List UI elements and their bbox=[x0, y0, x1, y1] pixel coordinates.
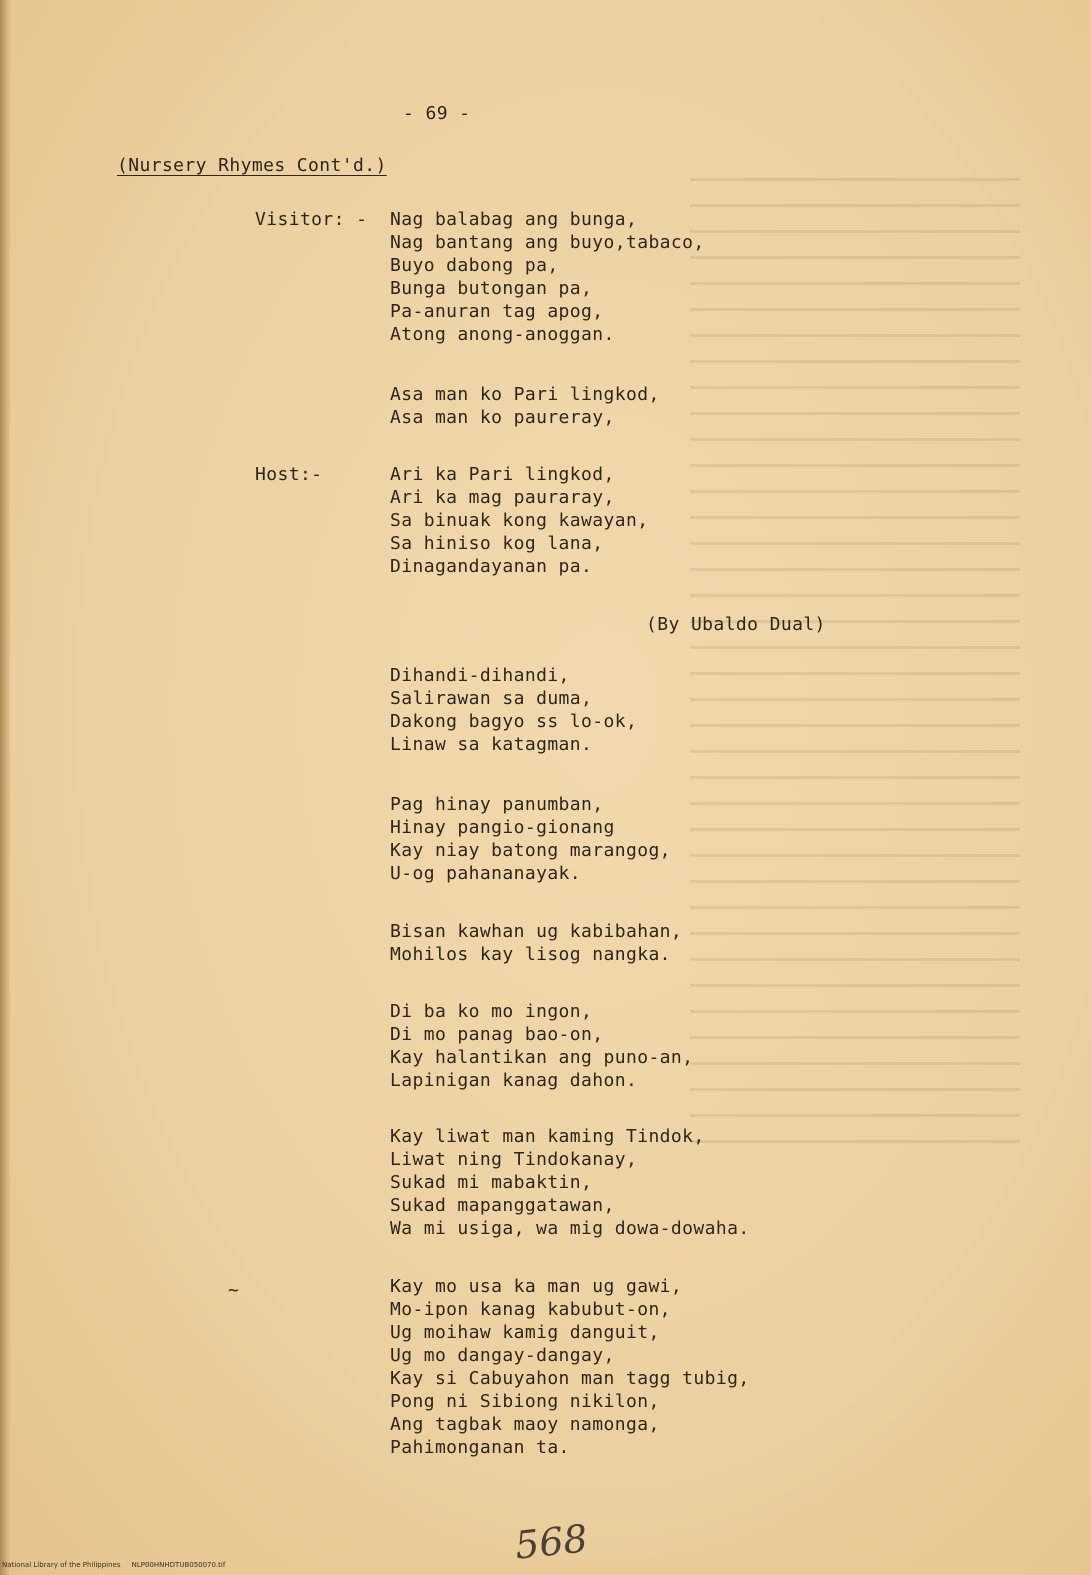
verse-line: Pa-anuran tag apog, bbox=[390, 301, 604, 322]
verse-line: Mo-ipon kanag kabubut-on, bbox=[390, 1299, 671, 1320]
verse-line: Salirawan sa duma, bbox=[390, 688, 593, 709]
verse-line: Pong ni Sibiong nikilon, bbox=[390, 1391, 660, 1412]
verse-line: Atong anong-anoggan. bbox=[390, 324, 615, 345]
verse-line: Dakong bagyo ss lo-ok, bbox=[390, 711, 638, 732]
verse-line: Di mo panag bao-on, bbox=[390, 1024, 604, 1045]
verse-line: Sukad mapanggatawan, bbox=[390, 1195, 615, 1216]
stanza-visitor-2 bbox=[390, 383, 660, 429]
stanza-6 bbox=[390, 1275, 750, 1459]
verse-line: U-og pahananayak. bbox=[390, 863, 582, 884]
verse-line: Nag bantang ang buyo,tabaco, bbox=[390, 232, 705, 253]
verse-line: Linaw sa katagman. bbox=[390, 734, 593, 755]
page-spine-shadow bbox=[0, 0, 10, 1575]
verse-line: Kay niay batong marangog, bbox=[390, 840, 671, 861]
visitor-label: Visitor: - bbox=[255, 209, 368, 230]
verse-line: Kay mo usa ka man ug gawi, bbox=[390, 1276, 683, 1297]
verse-line: Pahimonganan ta. bbox=[390, 1437, 570, 1458]
stanza-2 bbox=[390, 793, 671, 885]
verse-line: Sa hiniso kog lana, bbox=[390, 533, 604, 554]
author-credit: (By Ubaldo Dual) bbox=[646, 614, 826, 635]
verse-line: Sukad mi mabaktin, bbox=[390, 1172, 593, 1193]
stanza-visitor-1 bbox=[390, 208, 705, 346]
verse-line: Kay halantikan ang puno-an, bbox=[390, 1047, 694, 1068]
stanza-host bbox=[390, 463, 648, 578]
host-label: Host:- bbox=[255, 464, 323, 485]
verse-line: Nag balabag ang bunga, bbox=[390, 209, 638, 230]
stanza-1 bbox=[390, 664, 637, 756]
stanza-4 bbox=[390, 1000, 693, 1092]
verse-line: Kay si Cabuyahon man tagg tubig, bbox=[390, 1368, 750, 1389]
archive-footer: National Library of the Philippines NLP00HNHDTUB050070.tif bbox=[2, 1561, 226, 1569]
verse-line: Bunga butongan pa, bbox=[390, 278, 593, 299]
verse-line: Asa man ko Pari lingkod, bbox=[390, 384, 660, 405]
verse-line: Liwat ning Tindokanay, bbox=[390, 1149, 638, 1170]
verse-line: Wa mi usiga, wa mig dowa-dowaha. bbox=[390, 1218, 750, 1239]
verse-line: Kay liwat man kaming Tindok, bbox=[390, 1126, 705, 1147]
verse-line: Ari ka mag pauraray, bbox=[390, 487, 615, 508]
page-number: - 69 - bbox=[403, 103, 471, 124]
verse-line: Bisan kawhan ug kabibahan, bbox=[390, 921, 683, 942]
verse-line: Mohilos kay lisog nangka. bbox=[390, 944, 671, 965]
handwritten-page-number: 568 bbox=[512, 1516, 590, 1568]
verse-line: Pag hinay panumban, bbox=[390, 794, 604, 815]
verse-line: Ug moihaw kamig danguit, bbox=[390, 1322, 660, 1343]
verse-line: Asa man ko paureray, bbox=[390, 407, 615, 428]
verse-line: Ang tagbak maoy namonga, bbox=[390, 1414, 660, 1435]
verse-line: Lapinigan kanag dahon. bbox=[390, 1070, 638, 1091]
stanza-3 bbox=[390, 920, 682, 966]
verse-line: Ari ka Pari lingkod, bbox=[390, 464, 615, 485]
section-heading: (Nursery Rhymes Cont'd.) bbox=[117, 155, 387, 176]
verse-line: Sa binuak kong kawayan, bbox=[390, 510, 649, 531]
verse-line: Buyo dabong pa, bbox=[390, 255, 559, 276]
verse-line: Dihandi-dihandi, bbox=[390, 665, 570, 686]
verse-line: Hinay pangio-gionang bbox=[390, 817, 615, 838]
verse-line: Di ba ko mo ingon, bbox=[390, 1001, 593, 1022]
stanza-5 bbox=[390, 1125, 750, 1240]
verse-line: Dinagandayanan pa. bbox=[390, 556, 593, 577]
verse-line: Ug mo dangay-dangay, bbox=[390, 1345, 615, 1366]
bleed-through-text bbox=[690, 160, 1020, 1160]
margin-mark: ~ bbox=[228, 1280, 239, 1301]
